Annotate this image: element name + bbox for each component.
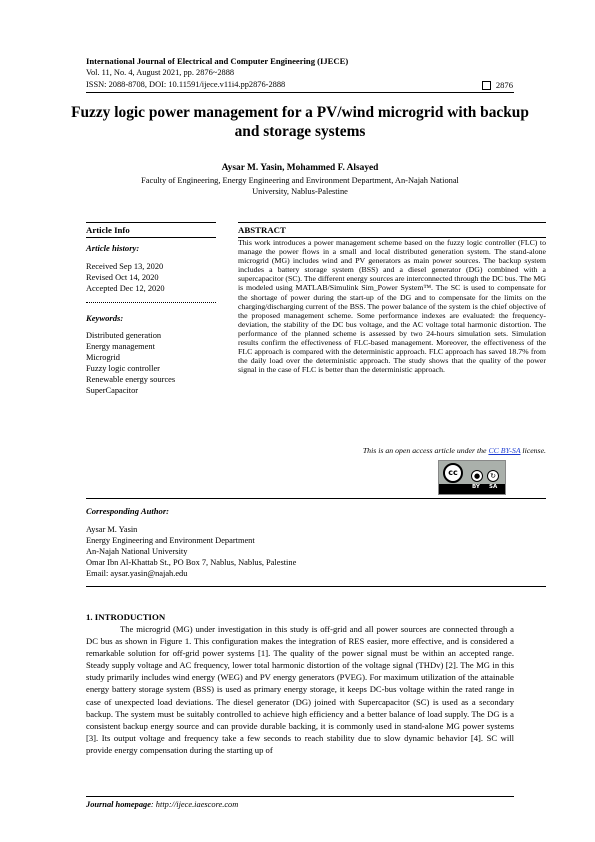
received-date: Received Sep 13, 2020 (86, 262, 164, 271)
corresponding-name: Aysar M. Yasin (86, 525, 138, 534)
cc-license-badge[interactable] (438, 460, 506, 495)
authors: Aysar M. Yasin, Mohammed F. Alsayed (221, 163, 379, 173)
introduction-heading: 1. INTRODUCTION (86, 612, 166, 622)
journal-homepage: Journal homepage: http://ijece.iaescore.com (86, 800, 239, 809)
paper-title: Fuzzy logic power management for a PV/wind microgrid with backup and storage systems (71, 104, 529, 140)
article-info-heading: Article Info (86, 225, 130, 235)
abstract-text: This work introduces a power management scheme based on the fuzzy logic controller (FLC) to manage the power flows in a small and local distributed generation system. The stand-alone microgrid (MG) includes wind and PV generators as main power sources. The backup system includes a battery storage system (BSS) and a diesel generator (DG) combined with a supercapacitor (SC). The different energy sources are interconnected through the DC bus. The MG is modeled using MATLAB/Simulink Sim_Power System™. The SC is used to compensate for the shortage of power during the start-up of the DG and to compensate for the limits on the charging/discharging current of the BSS. The power balance of the system is the chief objective of the proposed management scheme. Some performance indexes are evaluated: the frequency-deviation, the stability of the DC bus voltage, and the AC voltage total harmonic distortion. The performance of the planned scheme is assessed by two 24-hours simulation sets. Simulation results confirm the effectiveness of FLC-based management. Moreover, the effectiveness of the FLC approach is compared with the deterministic approach. FLC approach has saved 18.7% from the daily load over the deterministic approach. The study shows that the quality of the power signal in the case of FLC is better than the deterministic approach. (238, 238, 546, 375)
article-info-top-rule (86, 222, 216, 223)
cc-icon: cc (443, 463, 463, 483)
article-info-mid-rule (86, 237, 216, 238)
issn-doi: ISSN: 2088-8708, DOI: 10.11591/ijece.v11i4.pp2876-2888 (86, 80, 286, 89)
keyword-item: Microgrid (86, 353, 120, 362)
abstract-top-rule (238, 222, 546, 223)
keyword-item: Distributed generation (86, 331, 162, 340)
open-access-note: This is an open access article under the CC BY-SA license. (362, 446, 546, 455)
corresponding-dept: Energy Engineering and Environment Department (86, 536, 255, 545)
introduction-paragraph: The microgrid (MG) under investigation in this study is off-grid and all power sources are connected through a DC bus as shown in Figure 1. This configuration makes the integration of RES easier, more effective, and is considered a remarkable solution for off-grid power systems [1]. The quality of the power signal must be within an accepted range. Steady supply voltage and AC frequency, lower total harmonic distortion of the voltage signal (THDv) [2]. The MG in this study primarily includes wind energy (WEG) and PV energy generators (PVEG). For maximum utilization of the attainable energy battery storage system (BSS) is used as primary energy storage, it keeps DC-bus voltage within the rated range in case of unexpected load deviations. The diesel generator (DG) joined with Supercapacitor (SC) is used as a secondary backup. The system must be suitably controlled to achieve high efficiency and a better balance of load supply. The DG is a consistent backup energy source and can provide durable backing, it is commonly used in stand-alone MG power systems [3]. Its output voltage and frequency take a few seconds to reach stability due to slow dynamic behavior [4]. SC will provide energy compensation during the starting up of (86, 624, 514, 755)
corresponding-address: Omar Ibn Al-Khattab St., PO Box 7, Nablus, Nablus, Palestine (86, 558, 297, 567)
keyword-item: SuperCapacitor (86, 386, 139, 395)
corresponding-bottom-rule (86, 586, 546, 587)
keyword-item: Energy management (86, 342, 155, 351)
share-alike-icon: ↻ (487, 470, 499, 482)
homepage-url[interactable]: : http://ijece.iaescore.com (150, 800, 239, 809)
journal-name: International Journal of Electrical and Computer Engineering (IJECE) (86, 56, 349, 66)
corresponding-univ: An-Najah National University (86, 547, 188, 556)
history-heading: Article history: (86, 243, 140, 253)
keyword-item: Renewable energy sources (86, 375, 176, 384)
footer-rule (86, 796, 514, 797)
by-label: BY (472, 484, 480, 490)
sa-label: SA (489, 484, 498, 490)
keywords-heading: Keywords: (86, 313, 124, 323)
corresponding-heading: Corresponding Author: (86, 506, 170, 516)
accepted-date: Accepted Dec 12, 2020 (86, 284, 165, 293)
license-link[interactable]: CC BY-SA (488, 446, 521, 455)
person-icon: ● (471, 470, 483, 482)
corresponding-email: Email: aysar.yasin@najah.edu (86, 569, 188, 578)
volume-info: Vol. 11, No. 4, August 2021, pp. 2876~2888 (86, 68, 235, 77)
abstract-heading: ABSTRACT (238, 225, 286, 235)
header-divider (86, 92, 514, 93)
abstract-bottom-rule (86, 498, 546, 499)
page-number: 2876 (495, 80, 513, 90)
keyword-item: Fuzzy logic controller (86, 364, 160, 373)
affiliation: Faculty of Engineering, Energy Engineering and Environment Department, An-Najah National University, Nablus-Palestine (141, 176, 459, 196)
square-icon (482, 81, 491, 90)
revised-date: Revised Oct 14, 2020 (86, 273, 159, 282)
keywords-rule (86, 302, 216, 303)
